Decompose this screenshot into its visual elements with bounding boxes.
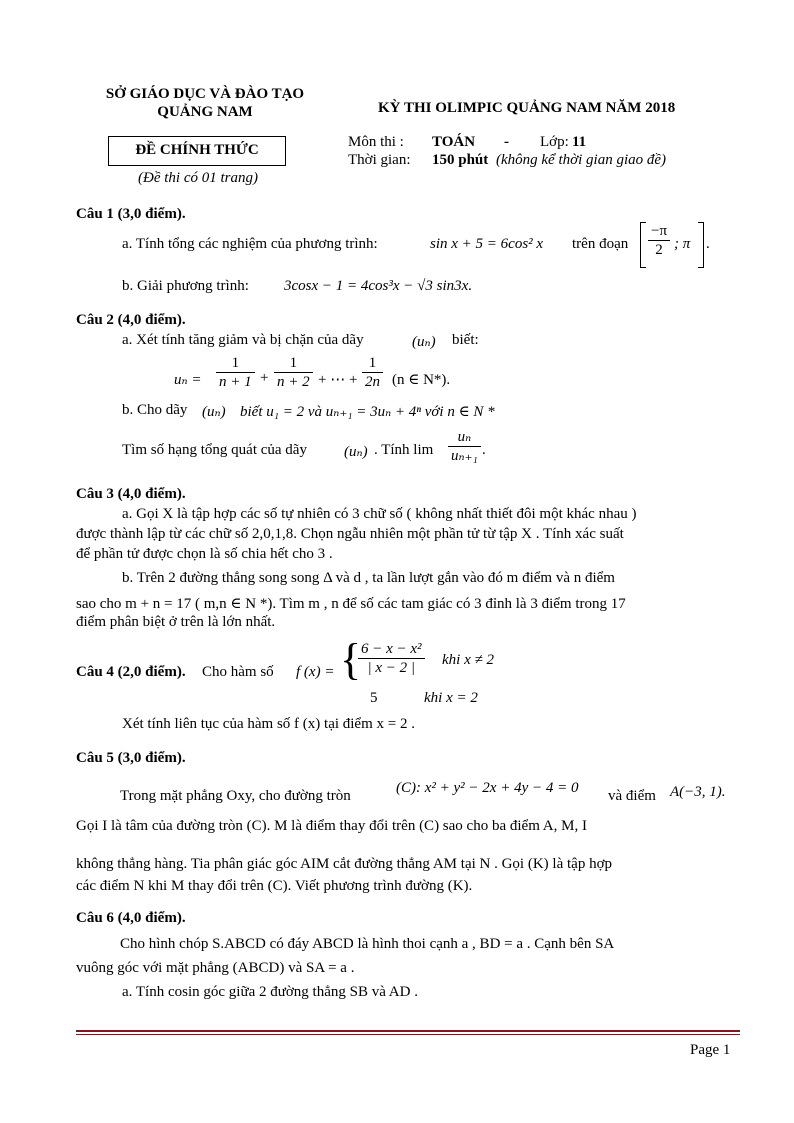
time-label: Thời gian: xyxy=(348,152,411,168)
q2-b-seq: (uₙ) xyxy=(202,404,226,420)
grade: 11 xyxy=(572,134,587,150)
q4-case1: khi x ≠ 2 xyxy=(442,652,494,668)
q2-cond: (n ∈ N*). xyxy=(392,372,451,388)
q3-b-line2: sao cho m + n = 17 ( m,n ∈ N *). Tìm m , n để số các tam giác có 3 đỉnh là 3 điểm trong 17 xyxy=(76,596,626,612)
q1-frac-den: 2 xyxy=(655,242,663,258)
time-note: (không kể thời gian giao đề) xyxy=(496,152,667,168)
q1-frac-num: −π xyxy=(648,222,670,241)
q2-f2-num: 1 xyxy=(274,354,313,373)
q2-f3-den: 2n xyxy=(365,374,380,390)
q1-a-text: a. Tính tổng các nghiệm của phương trình: xyxy=(122,236,378,252)
department-line2: QUẢNG NAM xyxy=(157,104,253,120)
q4-title: Câu 4 (2,0 điểm). xyxy=(76,664,186,680)
q2-fraction-2 xyxy=(272,354,315,391)
q6-line2: vuông góc với mặt phẳng (ABCD) và SA = a . xyxy=(76,960,355,976)
subject: TOÁN xyxy=(432,134,476,150)
q2-f1-num: 1 xyxy=(216,354,255,373)
q2-b2-text: Tìm số hạng tổng quát của dãy xyxy=(122,442,307,458)
period: . xyxy=(706,236,710,252)
q5-line1-b: và điểm xyxy=(608,788,656,804)
q6-title: Câu 6 (4,0 điểm). xyxy=(76,910,186,926)
official-label: ĐỀ CHÍNH THỨC xyxy=(135,142,259,158)
pages-note: (Đề thi có 01 trang) xyxy=(138,170,258,186)
q4-frac-num: 6 − x − x² xyxy=(358,640,425,659)
q3-b-line1: b. Trên 2 đường thẳng song song Δ và d , ta lần lượt gắn vào đó m điểm và n điểm xyxy=(122,570,615,586)
q1-a-rest: ; π xyxy=(674,236,691,252)
q3-b-line3: điểm phân biệt ở trên là lớn nhất. xyxy=(76,614,276,630)
q1-a-on: trên đoạn xyxy=(572,236,629,252)
q2-fraction-1 xyxy=(214,354,257,391)
q2-f1-den: n + 1 xyxy=(219,374,252,390)
q2-plus-dots: + ⋯ + xyxy=(318,372,358,388)
q2-un-lhs: uₙ = xyxy=(174,372,202,388)
footer-rule-thick xyxy=(76,1030,740,1032)
q6-line1: Cho hình chóp S.ABCD có đáy ABCD là hình thoi cạnh a , BD = a . Cạnh bên SA xyxy=(120,936,615,952)
time-value: 150 phút xyxy=(432,152,489,168)
q5-title: Câu 5 (3,0 điểm). xyxy=(76,750,186,766)
q2-lim-den: uₙ₊₁ xyxy=(451,448,478,464)
page-number: Page 1 xyxy=(690,1042,731,1058)
q3-title: Câu 3 (4,0 điểm). xyxy=(76,486,186,502)
q1-title: Câu 1 (3,0 điểm). xyxy=(76,206,186,222)
q1-a-equation: sin x + 5 = 6cos² x xyxy=(430,236,544,252)
q4-fx: f (x) = xyxy=(296,664,335,680)
q4-intro: Cho hàm số xyxy=(202,664,274,680)
department-line1: SỞ GIÁO DỤC VÀ ĐÀO TẠO xyxy=(105,86,305,102)
right-bracket xyxy=(698,222,704,268)
footer-rule-thin xyxy=(76,1034,740,1035)
q2-lim-fraction xyxy=(446,428,483,465)
piecewise-brace: { xyxy=(340,635,362,684)
q3-a-line3: để phần tử được chọn là số chia hết cho 3 . xyxy=(76,546,333,562)
q1-b-text: b. Giải phương trình: xyxy=(122,278,249,294)
q5-line1-a: Trong mặt phẳng Oxy, cho đường tròn xyxy=(120,788,351,804)
q2-b2-lim: . Tính lim xyxy=(374,442,434,458)
q1-a-fraction xyxy=(646,222,672,259)
q2-title: Câu 2 (4,0 điểm). xyxy=(76,312,186,328)
q2-lim-num: uₙ xyxy=(448,428,481,447)
q5-line3: không thẳng hàng. Tia phân giác góc AIM cắt đường thẳng AM tại N . Gọi (K) là tập hợp xyxy=(76,856,613,872)
q3-a-line2: được thành lập từ các chữ số 2,0,1,8. Chọn ngẫu nhiên một phần tử từ tập X . Tính xác suất xyxy=(76,526,624,542)
q1-b-equation: 3cosx − 1 = 4cos³x − √3 sin3x. xyxy=(284,278,473,294)
q5-line4: các điểm N khi M thay đổi trên (C). Viết phương trình đường (K). xyxy=(76,878,473,894)
q4-text: Xét tính liên tục của hàm số f (x) tại điểm x = 2 . xyxy=(122,716,415,732)
q2-b2-end: . xyxy=(482,442,486,458)
subject-dash: - xyxy=(504,134,509,150)
q2-b2-seq: (uₙ) xyxy=(344,444,368,460)
exam-title: KỲ THI OLIMPIC QUẢNG NAM NĂM 2018 xyxy=(378,100,676,116)
q2-b-mid: biết u₁ = 2 và uₙ₊₁ = 3uₙ + 4ⁿ với n ∈ N * xyxy=(240,404,495,420)
q6-line3: a. Tính cosin góc giữa 2 đường thẳng SB và AD . xyxy=(122,984,418,1000)
q5-line2: Gọi I là tâm của đường tròn (C). M là điểm thay đổi trên (C) sao cho ba điểm A, M, I xyxy=(76,818,587,834)
q2-a-seq: (uₙ) xyxy=(412,334,436,350)
q4-val2: 5 xyxy=(370,690,378,706)
q4-fraction xyxy=(356,640,427,677)
subject-label: Môn thi : xyxy=(348,134,404,150)
q2-fraction-3 xyxy=(360,354,385,391)
q5-circle-eq: (C): x² + y² − 2x + 4y − 4 = 0 xyxy=(396,780,579,796)
q4-case2: khi x = 2 xyxy=(424,690,478,706)
q2-a-text: a. Xét tính tăng giảm và bị chặn của dãy xyxy=(122,332,364,348)
grade-label: Lớp: xyxy=(540,134,569,150)
plus-sign: + xyxy=(260,370,269,386)
q5-point-a: A(−3, 1). xyxy=(670,784,726,800)
q2-f2-den: n + 2 xyxy=(277,374,310,390)
q2-f3-num: 1 xyxy=(362,354,383,373)
q3-a-line1: a. Gọi X là tập hợp các số tự nhiên có 3 chữ số ( không nhất thiết đôi một khác nhau ) xyxy=(122,506,637,522)
q4-frac-den: | x − 2 | xyxy=(367,660,416,676)
q2-a-end: biết: xyxy=(452,332,479,348)
q2-b-text: b. Cho dãy xyxy=(122,402,188,418)
